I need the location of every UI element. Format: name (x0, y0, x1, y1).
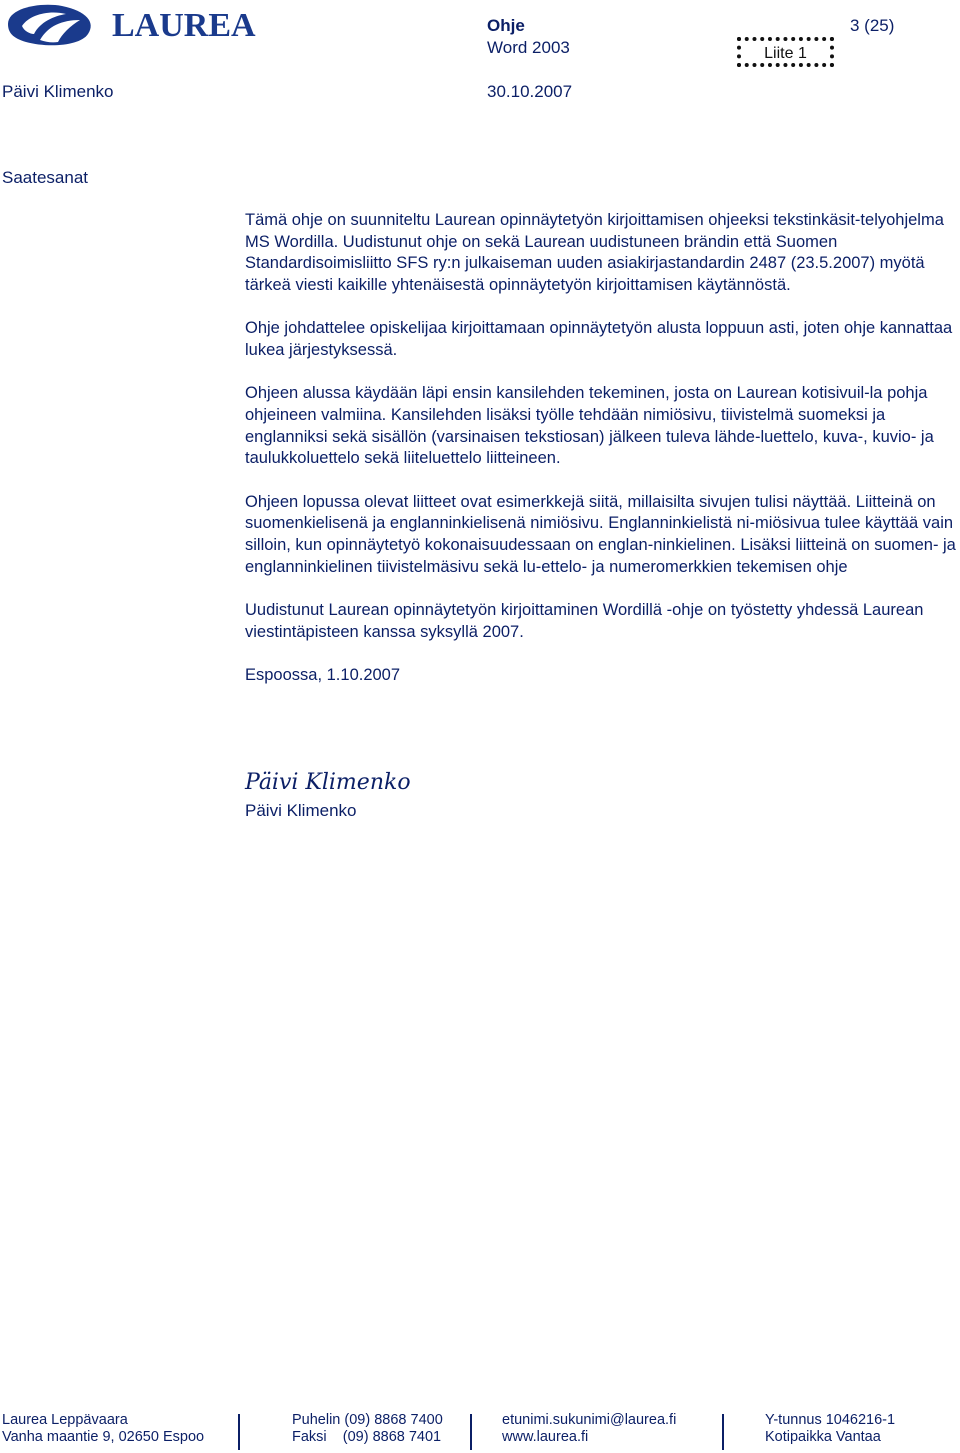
footer-business-id: Y-tunnus 1046216-1 (765, 1412, 896, 1428)
header-author: Päivi Klimenko (2, 82, 114, 101)
paragraph: Ohje johdattelee opiskelijaa kirjoittamaan opinnäytetyön alusta loppuun asti, joten ohje kannattaa lukea järjestyksessä. (245, 319, 953, 360)
page-number: 3 (25) (850, 16, 895, 35)
place-date: Espoossa, 1.10.2007 (245, 665, 401, 684)
appendix-label-box (737, 37, 834, 67)
footer-divider (722, 1414, 724, 1450)
doc-subtitle: Word 2003 (487, 38, 570, 57)
signer-name: Päivi Klimenko (245, 801, 357, 820)
body-text (245, 210, 960, 708)
footer-street: Vanha maantie 9, 02650 Espoo (2, 1429, 205, 1445)
footer-company (765, 1412, 895, 1446)
footer-phone-number: Puhelin (09) 8868 7400 (292, 1412, 443, 1428)
logo-wordmark: LAUREA (112, 7, 256, 44)
footer-address (2, 1412, 204, 1446)
paragraph: Ohjeen alussa käydään läpi ensin kansilehden tekeminen, josta on Laurean kotisivuil-la pohja ohjeineen valmiina. Kansilehden lisäksi työlle tehdään nimiösivu, tiivistelmä suomeksi ja englanniksi sekä sisällön (varsinaisen tekstiosan) jälkeen tuleva lähde-luettelo, kuva-, kuvio- ja taulukkoluettelo sekä liiteluettelo liitteineen. (245, 384, 934, 468)
footer-website[interactable]: www.laurea.fi (502, 1429, 589, 1445)
laurea-logo (0, 0, 260, 48)
footer-fax-number: Faksi (09) 8868 7401 (292, 1429, 442, 1445)
handwritten-signature: Päivi Klimenko (245, 770, 411, 795)
appendix-label: Liite 1 (764, 45, 807, 62)
footer-phone (292, 1412, 443, 1446)
footer-campus: Laurea Leppävaara (2, 1412, 128, 1428)
paragraph: Uudistunut Laurean opinnäytetyön kirjoittaminen Wordillä -ohje on työstetty yhdessä Laurean viestintäpisteen kanssa syksyllä 2007. (245, 600, 924, 641)
footer-email[interactable]: etunimi.sukunimi@laurea.fi (502, 1412, 677, 1428)
laurea-logo-mark (0, 0, 260, 48)
section-heading: Saatesanat (2, 168, 89, 187)
paragraph: Ohjeen lopussa olevat liitteet ovat esimerkkejä siitä, millaisilta sivujen tulisi näyttää. Liitteinä on suomenkielisenä ja englanninkielisenä nimiösivu. Englanninkielistä ni-miösivua tulee käyttää vain silloin, kun opinnäytetyö kokonaisuudessaan on englan-ninkielinen. Lisäksi liitteinä on suomen- ja englanninkielinen tiivistelmäsivu sekä lu-ettelo- ja numeromerkkien tekemisen ohje (245, 492, 956, 576)
footer-domicile: Kotipaikka Vantaa (765, 1429, 881, 1445)
footer-divider (470, 1414, 472, 1450)
footer (0, 1412, 960, 1452)
footer-divider (238, 1414, 240, 1450)
doc-title: Ohje (487, 16, 525, 35)
paragraph: Tämä ohje on suunniteltu Laurean opinnäytetyön kirjoittamisen ohjeeksi tekstinkäsit-telyohjelma MS Wordilla. Uudistunut ohje on sekä Laurean uudistuneen brändin että Suomen Standardisoimisliitto SFS ry:n julkaiseman uuden asiakirjastandardin 2487 (23.5.2007) myötä tärkeä viesti kaikille yhtenäisestä opinnäytetyön kirjoittamisen käytännöstä. (245, 211, 944, 295)
header-date: 30.10.2007 (487, 82, 573, 101)
footer-web (502, 1412, 676, 1446)
